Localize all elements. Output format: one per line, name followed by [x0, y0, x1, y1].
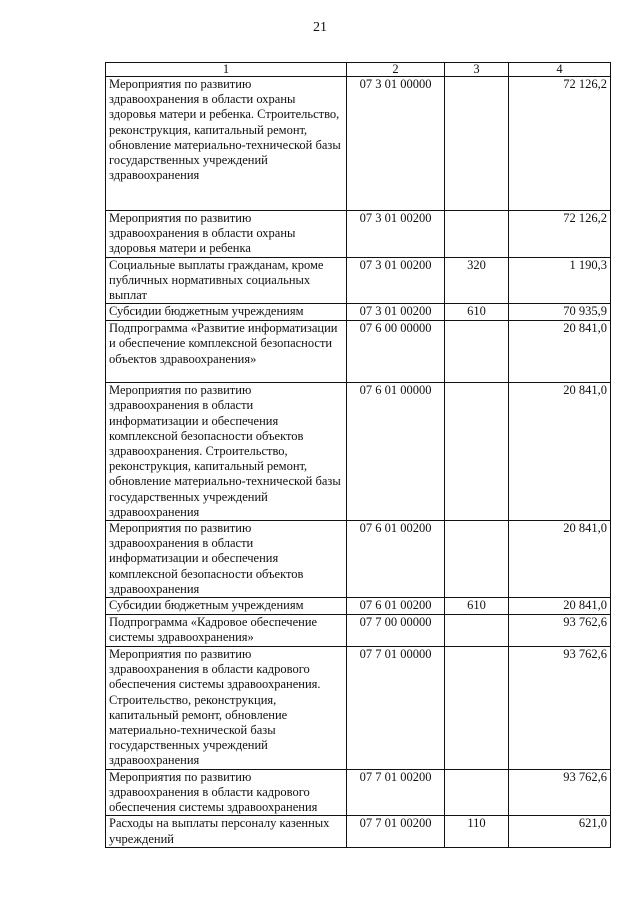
row-type: [445, 521, 509, 598]
row-name: Субсидии бюджетным учреждениям: [106, 598, 347, 615]
row-type: 320: [445, 257, 509, 304]
row-code: 07 7 01 00200: [347, 816, 445, 847]
row-amount: 20 841,0: [509, 521, 611, 598]
row-amount: 1 190,3: [509, 257, 611, 304]
row-type: 610: [445, 304, 509, 321]
row-amount: 20 841,0: [509, 383, 611, 521]
table-row: [106, 383, 611, 521]
row-amount: 93 762,6: [509, 769, 611, 816]
row-code: 07 6 01 00200: [347, 521, 445, 598]
column-header-2: 2: [347, 63, 445, 77]
row-amount: 70 935,9: [509, 304, 611, 321]
column-header-3: 3: [445, 63, 509, 77]
row-type: [445, 211, 509, 258]
row-code: 07 7 00 00000: [347, 615, 445, 647]
table-row: [106, 769, 611, 816]
row-name: Расходы на выплаты персоналу казенных учреждений: [106, 816, 347, 847]
table-row: [106, 304, 611, 321]
row-amount: 20 841,0: [509, 598, 611, 615]
row-amount: 20 841,0: [509, 321, 611, 383]
row-type: [445, 383, 509, 521]
table-row: [106, 211, 611, 258]
row-amount: 72 126,2: [509, 211, 611, 258]
row-name: Подпрограмма «Кадровое обеспечение системы здравоохранения»: [106, 615, 347, 647]
row-type: [445, 615, 509, 647]
row-code: 07 7 01 00200: [347, 769, 445, 816]
row-amount: 93 762,6: [509, 647, 611, 770]
row-code: 07 3 01 00000: [347, 77, 445, 211]
table-row: [106, 321, 611, 383]
row-type: [445, 321, 509, 383]
row-type: 610: [445, 598, 509, 615]
budget-table: [105, 62, 611, 848]
row-name: Мероприятия по развитию здравоохранения в области информатизации и обеспечения комплексной безопасности объектов здравоохранения: [106, 521, 347, 598]
row-amount: 72 126,2: [509, 77, 611, 211]
row-type: [445, 77, 509, 211]
table-row: [106, 77, 611, 211]
table-row: [106, 647, 611, 770]
column-header-1: 1: [106, 63, 347, 77]
row-code: 07 3 01 00200: [347, 211, 445, 258]
row-name: Субсидии бюджетным учреждениям: [106, 304, 347, 321]
table-row: [106, 521, 611, 598]
row-name: Мероприятия по развитию здравоохранения в области охраны здоровья матери и ребенка: [106, 211, 347, 258]
row-name: Мероприятия по развитию здравоохранения в области информатизации и обеспечения комплексной безопасности объектов здравоохранения. Строительство, реконструкция, капитальный ремонт, обновление материально-технической базы государственных учреждений здравоохранения: [106, 383, 347, 521]
row-name: Мероприятия по развитию здравоохранения в области кадрового обеспечения системы здравоохранения. Строительство, реконструкция, капитальный ремонт, обновление материально-технической базы государственных учреждений здравоохранения: [106, 647, 347, 770]
page-number: 21: [313, 20, 327, 35]
row-code: 07 3 01 00200: [347, 257, 445, 304]
row-type: 110: [445, 816, 509, 847]
table-row: [106, 615, 611, 647]
row-amount: 93 762,6: [509, 615, 611, 647]
row-name: Мероприятия по развитию здравоохранения в области охраны здоровья матери и ребенка. Строительство, реконструкция, капитальный ремонт, обновление материально-технической базы государственных учреждений здравоохранения: [106, 77, 347, 211]
row-type: [445, 647, 509, 770]
column-header-4: 4: [509, 63, 611, 77]
table-row: [106, 816, 611, 847]
row-type: [445, 769, 509, 816]
row-code: 07 6 01 00200: [347, 598, 445, 615]
row-code: 07 6 00 00000: [347, 321, 445, 383]
table-row: [106, 257, 611, 304]
row-code: 07 3 01 00200: [347, 304, 445, 321]
table-row: [106, 598, 611, 615]
row-name: Мероприятия по развитию здравоохранения в области кадрового обеспечения системы здравоохранения: [106, 769, 347, 816]
row-name: Подпрограмма «Развитие информатизации и обеспечение комплексной безопасности объектов здравоохранения»: [106, 321, 347, 383]
row-code: 07 6 01 00000: [347, 383, 445, 521]
row-amount: 621,0: [509, 816, 611, 847]
row-code: 07 7 01 00000: [347, 647, 445, 770]
table-header-row: [106, 63, 611, 77]
row-name: Социальные выплаты гражданам, кроме публичных нормативных социальных выплат: [106, 257, 347, 304]
